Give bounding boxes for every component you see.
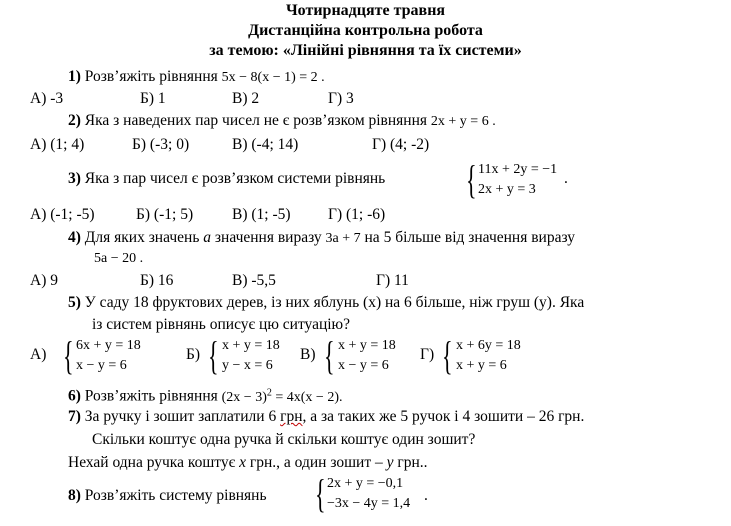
q3-answer-a: А) (-1; -5) — [30, 206, 95, 223]
q1-answer-a: А) -3 — [30, 90, 64, 107]
q7-text-b: , а за таких же 5 ручок і 4 зошити – 26 грн. — [302, 408, 585, 425]
q8-line — [68, 487, 267, 505]
q3-answer-b: Б) (-1; 5) — [136, 206, 194, 223]
q8-period: . — [424, 487, 428, 504]
topic-heading: за темою: «Лінійні рівняння та їх системи» — [209, 42, 522, 59]
q1-equation: 5x − 8(x − 1) = 2 . — [221, 70, 325, 85]
q4-expr1: 3a + 7 — [325, 231, 361, 246]
q4-text: Для яких значень — [84, 229, 200, 246]
q3-line — [68, 170, 385, 188]
q5-option-d-system — [456, 336, 521, 376]
q3-answer-c: В) (1; -5) — [232, 206, 291, 223]
q7-line2: Скільки коштує одна ручка й скільки коштує один зошит? — [92, 431, 476, 448]
q4-variable: a — [203, 229, 212, 246]
q3-system-eq1: 11x + 2y = −1 — [478, 162, 558, 177]
q8-number: 8) — [68, 487, 81, 504]
q6-line — [68, 384, 343, 407]
q2-answer-d: Г) (4; -2) — [372, 136, 430, 153]
q5-option-c-eq1: x + y = 18 — [338, 338, 396, 353]
q3-system-brace: { — [466, 157, 477, 202]
q2-answer-a: А) (1; 4) — [30, 136, 85, 153]
q4-answer-a: А) 9 — [30, 272, 58, 289]
q2-text: Яка з наведених пар чисел не є розв’язком рівняння — [84, 112, 428, 129]
q1-answer-c: В) 2 — [232, 90, 260, 107]
q7-line3-b: грн., а один зошит – — [246, 454, 387, 471]
q4-answer-d: Г) 11 — [376, 272, 409, 289]
q5-option-a-eq2: x − y = 6 — [76, 358, 127, 373]
q1-text: Розв’яжіть рівняння — [84, 68, 218, 85]
q2-answer-b: Б) (-3; 0) — [132, 136, 190, 153]
q1-answer-b: Б) 1 — [140, 90, 166, 107]
q1-number: 1) — [68, 68, 81, 85]
q3-system-eq2: 2x + y = 3 — [478, 182, 536, 197]
q8-text: Розв’яжіть систему рівнянь — [84, 487, 267, 504]
q5-option-b-eq1: x + y = 18 — [222, 338, 280, 353]
date-heading: Чотирнадцяте травня — [285, 2, 446, 19]
q7-line3-a: Нехай одна ручка коштує — [68, 454, 240, 471]
q3-answer-d: Г) (1; -6) — [328, 206, 386, 223]
q4-expr2: 5a − 20 . — [94, 251, 144, 266]
q8-system — [327, 474, 410, 514]
q5-option-b-label: Б) — [186, 346, 201, 363]
q4-answer-b: Б) 16 — [140, 272, 174, 289]
q3-text: Яка з пар чисел є розв’язком системи рівнянь — [84, 170, 386, 187]
q7-line3-x: x — [239, 454, 247, 471]
q4-answer-c: В) -5,5 — [232, 272, 276, 289]
q2-number: 2) — [68, 112, 81, 129]
q7-line3-y: y — [386, 454, 394, 471]
q6-text: Розв’яжіть рівняння — [84, 387, 218, 405]
q5-option-a-brace: { — [63, 333, 74, 378]
q5-option-c-system — [338, 336, 396, 376]
q5-option-d-label: Г) — [420, 346, 435, 363]
q4-text2: значення виразу — [214, 229, 322, 246]
q8-system-eq1: 2x + y = −0,1 — [327, 476, 404, 491]
q5-option-a-label: А) — [30, 346, 47, 363]
q4-text3: на 5 більше від значення виразу — [364, 229, 575, 246]
q6-number: 6) — [68, 387, 81, 405]
q4-number: 4) — [68, 229, 81, 246]
q3-system — [478, 160, 557, 200]
q1-line — [68, 68, 325, 87]
q5-option-c-brace: { — [324, 333, 335, 378]
q5-option-a-eq1: 6x + y = 18 — [76, 338, 141, 353]
q6-equation-exponent: 2 — [266, 387, 272, 398]
q5-number: 5) — [68, 294, 81, 311]
q7-text-squiggle: грн — [280, 408, 303, 425]
q2-line — [68, 112, 496, 131]
q5-option-c-label: В) — [300, 346, 316, 363]
q7-line3 — [68, 454, 428, 472]
q5-line1 — [68, 294, 584, 312]
q6-equation-rest: = 4x(x − 2). — [271, 389, 343, 405]
q2-answer-c: В) (-4; 14) — [232, 136, 299, 153]
q5-option-a-system — [76, 336, 141, 376]
q8-system-brace: { — [315, 471, 326, 516]
title-heading: Дистанційна контрольна робота — [248, 22, 483, 39]
q3-period: . — [564, 170, 568, 187]
q7-number: 7) — [68, 408, 81, 425]
q8-system-eq2: −3x − 4y = 1,4 — [327, 496, 411, 511]
q7-text-a: За ручку і зошит заплатили 6 — [84, 408, 281, 425]
q5-option-b-eq2: y − x = 6 — [222, 358, 273, 373]
q5-option-d-eq2: x + y = 6 — [456, 358, 507, 373]
q7-line1 — [68, 408, 584, 426]
q5-text-line2: із систем рівнянь описує цю ситуацію? — [92, 316, 351, 333]
q4-line — [68, 229, 575, 248]
q5-text-line1: У саду 18 фруктових дерев, із них яблунь (x) на 6 більше, ніж груш (y). Яка — [84, 294, 585, 311]
q3-number: 3) — [68, 170, 81, 187]
q5-option-b-brace: { — [208, 333, 219, 378]
q5-option-c-eq2: x − y = 6 — [338, 358, 389, 373]
q7-line3-c: грн.. — [393, 454, 428, 471]
q5-option-d-brace: { — [442, 333, 453, 378]
q2-equation: 2x + y = 6 . — [430, 114, 496, 129]
q1-answer-d: Г) 3 — [328, 90, 354, 107]
q6-equation-base: (2x − 3) — [221, 389, 267, 405]
q6-equation — [221, 387, 343, 405]
q5-option-d-eq1: x + 6y = 18 — [456, 338, 521, 353]
q5-option-b-system — [222, 336, 280, 376]
